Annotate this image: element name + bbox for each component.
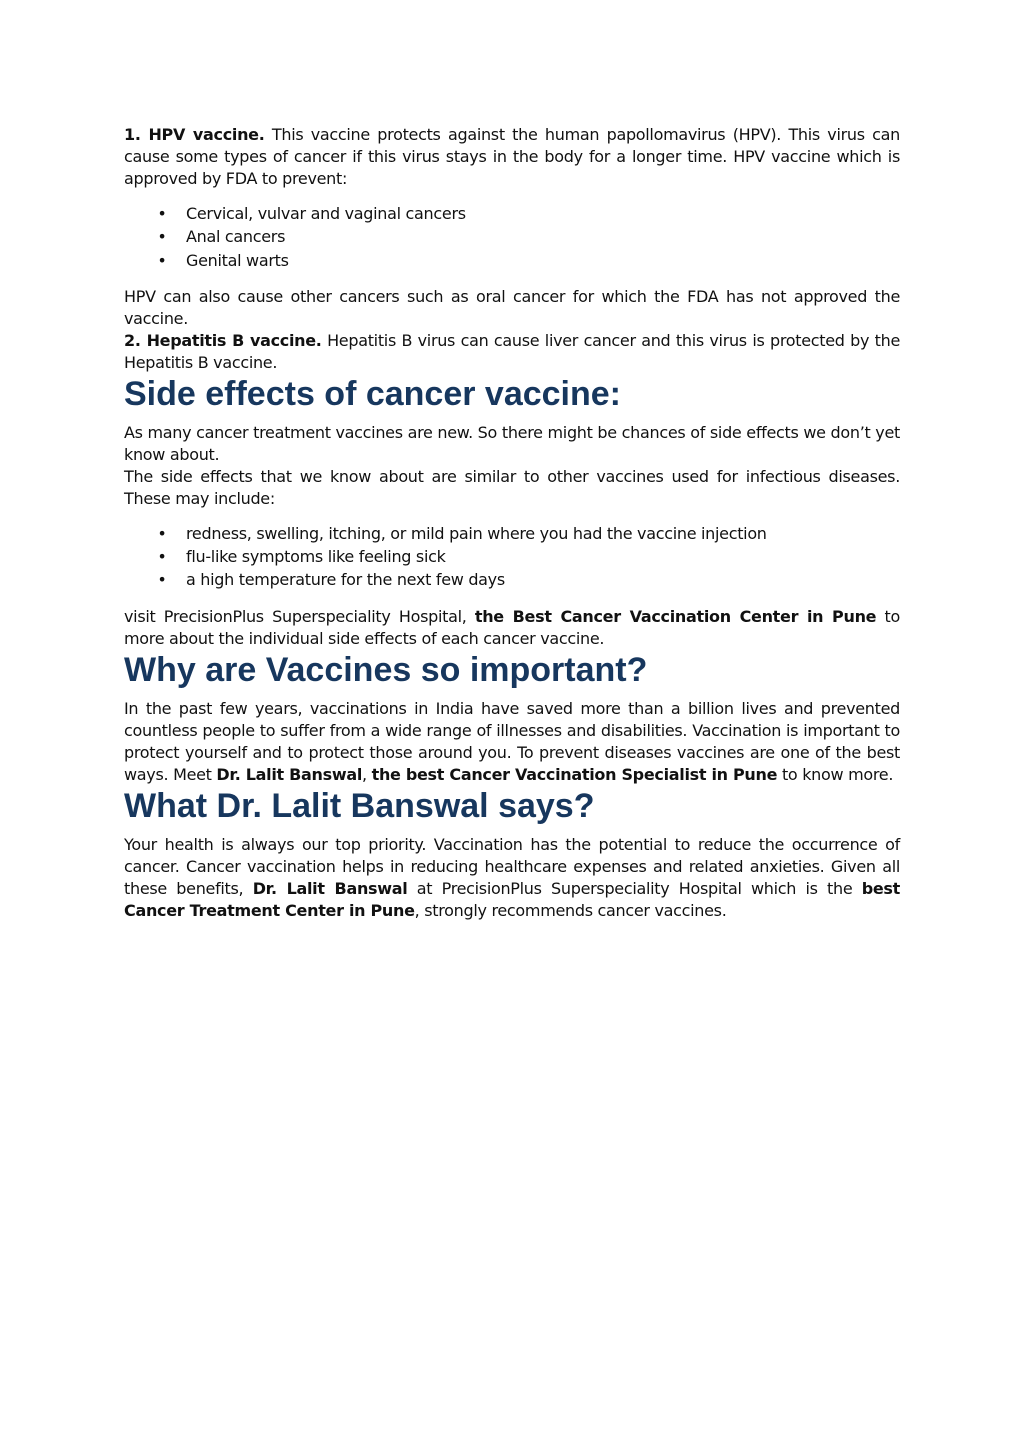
hpv-label: 1. HPV vaccine. <box>124 125 265 144</box>
hpv-note: HPV can also cause other cancers such as oral cancer for which the FDA has not approved the vaccine. <box>124 286 900 328</box>
list-item: • Cervical, vulvar and vaginal cancers <box>157 204 466 223</box>
document-page <box>124 124 900 922</box>
doctor-says-paragraph: Your health is always our top priority. Vaccination has the potential to reduce the occurrence of cancer. Cancer vaccination helps in reducing healthcare expenses and related anxieties. Given all these benefits, Dr. Lalit Banswal at PrecisionPlus Superspeciality Hospital which is the best Cancer Treatment Center in Pune, strongly recommends cancer vaccines. <box>124 834 900 920</box>
list-item: • flu-like symptoms like feeling sick <box>157 547 446 567</box>
why-vaccines-heading: Why are Vaccines so important? <box>124 650 648 689</box>
side-effects-paragraph-2: The side effects that we know about are similar to other vaccines used for infectious diseases. These may include: <box>124 466 900 508</box>
bullet-icon: • <box>157 250 167 270</box>
bullet-icon: • <box>157 204 167 223</box>
hepatitis-b-label: 2. Hepatitis B vaccine. <box>124 330 322 350</box>
bullet-icon: • <box>157 523 167 543</box>
visit-paragraph: visit PrecisionPlus Superspeciality Hospital, the Best Cancer Vaccination Center in Pune to more about the individual side effects of each cancer vaccine. <box>124 606 900 648</box>
list-item: • redness, swelling, itching, or mild pain where you had the vaccine injection <box>157 523 767 543</box>
hpv-text: This vaccine protects against the human papollomavirus (HPV). This virus can cause some types of cancer if this virus stays in the body for a longer time. HPV vaccine which is approved by FDA to prevent: <box>124 125 900 188</box>
bullet-icon: • <box>157 570 167 590</box>
list-item: • a high temperature for the next few days <box>157 570 505 590</box>
side-effects-paragraph-1: As many cancer treatment vaccines are new. So there might be chances of side effects we don’t yet know about. <box>124 422 900 464</box>
hpv-paragraph <box>124 124 900 190</box>
doctor-name: Dr. Lalit Banswal <box>252 878 408 898</box>
specialist-text: the best Cancer Vaccination Specialist in Pune <box>371 764 778 784</box>
hepatitis-b-text: Hepatitis B virus can cause liver cancer and this virus is protected by the Hepatitis B vaccine. <box>124 330 901 372</box>
side-effects-heading: Side effects of cancer vaccine: <box>124 374 622 413</box>
list-item: • Anal cancers <box>157 227 286 247</box>
bullet-icon: • <box>157 227 167 247</box>
vaccination-center-link-text: the Best Cancer Vaccination Center in Pune <box>474 606 877 626</box>
hpv-list <box>124 202 900 272</box>
why-vaccines-paragraph: In the past few years, vaccinations in India have saved more than a billion lives and prevented countless people to suffer from a wide range of illnesses and disabilities. Vaccination is important to protect yourself and to protect those around you. To prevent diseases vaccines are one of the best ways. Meet Dr. Lalit Banswal, the best Cancer Vaccination Specialist in Pune to know more. <box>124 698 900 784</box>
side-effects-list <box>124 522 900 592</box>
hepatitis-b-paragraph <box>124 330 900 374</box>
doctor-says-heading: What Dr. Lalit Banswal says? <box>124 786 595 825</box>
bullet-icon: • <box>157 547 167 567</box>
list-item: • Genital warts <box>157 250 289 270</box>
treatment-center-text: best Cancer Treatment Center in Pune <box>124 878 900 920</box>
doctor-name: Dr. Lalit Banswal <box>216 764 363 784</box>
